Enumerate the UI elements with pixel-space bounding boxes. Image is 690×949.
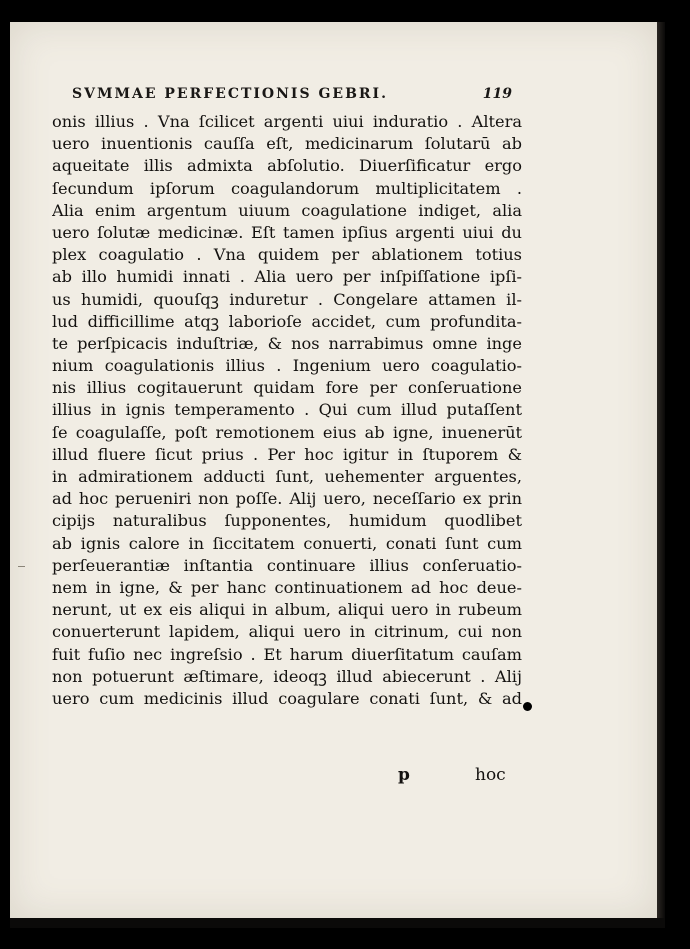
text-line: te perſpicacis induſtriæ, & nos narrabimus omne inge [52, 333, 522, 353]
text-line: lud difficillime atqꝫ laborioſe accidet, cum profundita- [52, 311, 522, 331]
text-line: illud fluere ſicut prius . Per hoc igitur in ſtuporem & [52, 444, 522, 464]
text-line: cipijs naturalibus ſupponentes, humidum quodlibet [52, 511, 522, 531]
text-line: nis illius cogitauerunt quidam fore per conſeruatione [52, 378, 522, 398]
text-line: illius in ignis temperamento . Qui cum illud putaſſent [52, 400, 522, 420]
text-line: fuit fuſio nec ingreſsio . Et harum diuerſitatum cauſam [52, 644, 522, 664]
signature-mark: p [398, 765, 410, 785]
text-line: non potuerunt æſtimare, ideoqꝫ illud abiecerunt . Alij [52, 666, 522, 686]
text-line: nerunt, ut ex eis aliqui in album, aliqui uero in rubeum [52, 600, 522, 620]
running-title: SVMMAE PERFECTIONIS GEBRI. [72, 86, 388, 102]
text-line: Alia enim argentum uiuum coagulatione indiget, alia [52, 200, 522, 220]
text-line: ab ignis calore in ſiccitatem conuerti, conati ſunt cum [52, 533, 522, 553]
page-bottom-shadow [10, 918, 665, 928]
text-line: aqueitate illis admixta abſolutio. Diuerſificatur ergo [52, 156, 522, 176]
text-line: nem in igne, & per hanc continuationem ad hoc deue- [52, 577, 522, 597]
text-line: perſeuerantiæ inſtantia continuare illius conſeruatio- [52, 555, 522, 575]
text-line: ſe coagulaſſe, poſt remotionem eius ab igne, inuenerūt [52, 422, 522, 442]
text-line: nium coagulationis illius . Ingenium uero coagulatio- [52, 356, 522, 376]
text-line: uero inuentionis cauſſa eſt, medicinarum ſolutarū ab [52, 134, 522, 154]
margin-mark [18, 566, 25, 567]
text-line: conuerterunt lapidem, aliqui uero in citrinum, cui non [52, 622, 522, 642]
ink-spot [523, 702, 532, 711]
text-line: ſecundum ipſorum coagulandorum multiplicitatem . [52, 178, 522, 198]
text-line: plex coagulatio . Vna quidem per ablationem totius [52, 245, 522, 265]
text-line: onis illius . Vna ſcilicet argenti uiui induratio . Altera [52, 112, 522, 131]
page-edge-shadow [657, 22, 665, 918]
text-line: uero cum medicinis illud coagulare conati ſunt, & ad [52, 688, 522, 708]
text-line: us humidi, quouſqꝫ induretur . Congelare attamen il- [52, 289, 522, 309]
text-line: uero ſolutæ medicinæ. Eſt tamen ipſius argenti uiui du [52, 222, 522, 242]
text-line: ad hoc perueniri non poſſe. Alij uero, neceſſario ex prin [52, 489, 522, 509]
text-line: in admirationem adducti ſunt, uehementer arguentes, [52, 467, 522, 486]
body-text [52, 111, 522, 710]
catchword: hoc [475, 765, 506, 785]
page-number: 119 [482, 86, 512, 102]
text-line: ab illo humidi innati . Alia uero per inſpiſſatione ipſi- [52, 267, 522, 287]
running-header [72, 86, 512, 108]
